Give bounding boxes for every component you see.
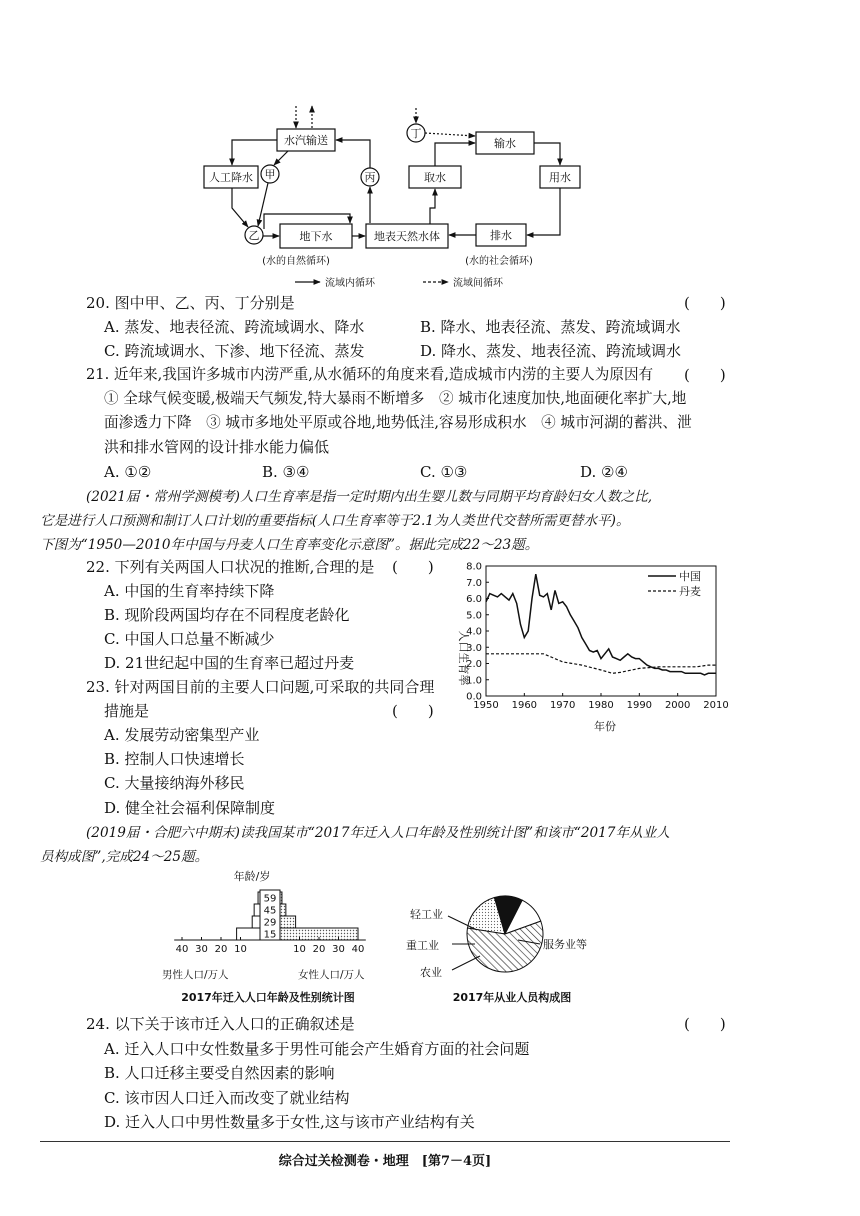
caption-natural: (水的自然循环) bbox=[262, 256, 330, 267]
pyr-age-title: 年龄/岁 bbox=[233, 870, 271, 883]
pie-label-agri: 农业 bbox=[420, 966, 442, 979]
q20-option-b[interactable]: B. 降水、地表径流、蒸发、跨流域调水 bbox=[420, 318, 681, 336]
pyr-age-label: 15 bbox=[263, 929, 277, 941]
label-intake: 取水 bbox=[424, 171, 446, 184]
pie-label-heavy: 重工业 bbox=[406, 939, 439, 952]
q24-option-c[interactable]: C. 该市因人口迁入而改变了就业结构 bbox=[104, 1089, 350, 1107]
fert-xlabel: 年份 bbox=[594, 720, 616, 733]
caption-social: (水的社会循环) bbox=[465, 256, 533, 267]
q21-line4: 洪和排水管网的设计排水能力偏低 bbox=[104, 438, 330, 456]
src24-line2: 员构成图”,完成24～25题。 bbox=[40, 849, 209, 865]
pyr-age-label: 45 bbox=[263, 905, 277, 917]
water-cycle-diagram bbox=[180, 96, 610, 292]
label-yi: 乙 bbox=[248, 229, 260, 242]
q24-option-d[interactable]: D. 迁入人口中男性数量多于女性,这与该市产业结构有关 bbox=[104, 1113, 475, 1131]
pyr-female-tick: 30 bbox=[332, 944, 345, 955]
q20-option-a[interactable]: A. 蒸发、地表径流、跨流域调水、降水 bbox=[104, 318, 365, 336]
pyr-age-label: 59 bbox=[263, 893, 277, 905]
migrant-pyramid-chart bbox=[160, 866, 390, 1016]
pyr-male-tick: 30 bbox=[195, 944, 208, 955]
q20-option-d[interactable]: D. 降水、蒸发、地表径流、跨流域调水 bbox=[420, 342, 682, 360]
q21-option-d[interactable]: D. ②④ bbox=[580, 463, 628, 481]
q21-line1: 21. 近年来,我国许多城市内涝严重,从水循环的角度来看,造成城市内涝的主要人为原因有 bbox=[86, 366, 654, 383]
q22-option-d[interactable]: D. 21世纪起中国的生育率已超过丹麦 bbox=[104, 654, 355, 672]
fert-xtick-label: 1950 bbox=[473, 700, 499, 711]
label-use: 用水 bbox=[549, 171, 571, 184]
q20-bracket: ( ) bbox=[684, 294, 726, 312]
fert-xtick-label: 2000 bbox=[664, 700, 691, 711]
fertility-line-chart bbox=[438, 558, 738, 738]
pyr-male-tick: 20 bbox=[214, 944, 228, 955]
label-surface: 地表天然水体 bbox=[374, 230, 440, 243]
pyr-female-label: 女性人口/万人 bbox=[298, 969, 365, 981]
legend-inner-label: 流域内循环 bbox=[325, 278, 375, 289]
pie-title: 2017年从业人员构成图 bbox=[452, 991, 572, 1004]
q21-option-a[interactable]: A. ①② bbox=[104, 463, 152, 481]
pyr-female-tick: 40 bbox=[351, 944, 365, 955]
q21-option-b[interactable]: B. ③④ bbox=[262, 463, 310, 481]
legend-inter-label: 流域间循环 bbox=[453, 278, 503, 289]
pyr-age-label: 29 bbox=[263, 917, 277, 929]
q22-option-a[interactable]: A. 中国的生育率持续下降 bbox=[104, 582, 275, 600]
pyr-male-tick: 40 bbox=[175, 944, 189, 955]
fert-ytick-label: 5.0 bbox=[466, 610, 482, 622]
series-denmark-line bbox=[486, 654, 716, 674]
q23-option-c[interactable]: C. 大量接纳海外移民 bbox=[104, 774, 245, 792]
q24-bracket: ( ) bbox=[684, 1015, 726, 1033]
label-ding: 丁 bbox=[410, 127, 422, 140]
q22-stem: 22. 下列有关两国人口状况的推断,合理的是 bbox=[86, 558, 375, 576]
legend-denmark-label: 丹麦 bbox=[679, 585, 701, 598]
label-bing: 丙 bbox=[364, 171, 376, 184]
page-footer: 综合过关检测卷・地理 [第7－4页] bbox=[278, 1154, 492, 1169]
pyr-male-bar bbox=[254, 904, 260, 916]
fert-ytick-label: 3.0 bbox=[466, 642, 482, 654]
label-jia: 甲 bbox=[264, 168, 276, 181]
footer-divider bbox=[40, 1141, 730, 1142]
fert-ylabel: 人口生育率 bbox=[457, 630, 470, 686]
q20-option-c[interactable]: C. 跨流域调水、下渗、地下径流、蒸发 bbox=[104, 342, 365, 360]
q21-bracket: ( ) bbox=[684, 366, 726, 384]
legend-china-label: 中国 bbox=[679, 570, 701, 583]
fert-ytick-label: 0.0 bbox=[466, 691, 482, 703]
q23-stem-line1: 23. 针对两国目前的主要人口问题,可采取的共同合理 bbox=[86, 678, 435, 696]
q21-option-c[interactable]: C. ①③ bbox=[420, 463, 468, 481]
q22-bracket: ( ) bbox=[392, 558, 434, 576]
fert-xtick-label: 1990 bbox=[626, 700, 653, 711]
src22-line1: (2021届・常州学测模考)人口生育率是指一定时期内出生婴儿数与同期平均育龄妇女人数之比, bbox=[86, 489, 653, 505]
q22-option-b[interactable]: B. 现阶段两国均存在不同程度老龄化 bbox=[104, 606, 350, 624]
q23-option-d[interactable]: D. 健全社会福利保障制度 bbox=[104, 799, 276, 817]
q23-stem-line2: 措施是 bbox=[104, 702, 150, 720]
q23-option-a[interactable]: A. 发展劳动密集型产业 bbox=[104, 726, 260, 744]
pie-label-light: 轻工业 bbox=[410, 908, 443, 921]
pyr-female-tick: 20 bbox=[312, 944, 326, 955]
q23-bracket: ( ) bbox=[392, 702, 434, 720]
q22-option-c[interactable]: C. 中国人口总量不断减少 bbox=[104, 630, 275, 648]
label-art-rain: 人工降水 bbox=[209, 171, 253, 184]
fert-ytick-label: 1.0 bbox=[466, 675, 482, 687]
pyr-female-bar bbox=[280, 916, 296, 928]
fert-xtick-label: 1980 bbox=[588, 700, 614, 711]
fert-ytick-label: 2.0 bbox=[466, 659, 482, 670]
fert-ytick-label: 8.0 bbox=[466, 561, 482, 573]
q20-stem: 20. 图中甲、乙、丙、丁分别是 bbox=[86, 294, 295, 312]
label-transport: 输水 bbox=[494, 137, 516, 150]
label-drain: 排水 bbox=[490, 229, 512, 242]
pyr-male-bar bbox=[252, 916, 260, 928]
fert-xtick-label: 1970 bbox=[549, 700, 576, 711]
pyr-title: 2017年迁入人口年龄及性别统计图 bbox=[181, 991, 355, 1004]
pie-label-service: 服务业等 bbox=[543, 938, 587, 951]
pyr-male-tick: 10 bbox=[234, 944, 247, 955]
src22-line3: 下图为“1950—2010年中国与丹麦人口生育率变化示意图”。据此完成22～23题。 bbox=[40, 537, 539, 553]
employment-pie-chart bbox=[400, 866, 650, 1016]
q24-stem: 24. 以下关于该市迁入人口的正确叙述是 bbox=[86, 1015, 355, 1033]
fert-ytick-label: 4.0 bbox=[466, 626, 482, 638]
q24-option-a[interactable]: A. 迁入人口中女性数量多于男性可能会产生婚育方面的社会问题 bbox=[104, 1040, 530, 1058]
fert-ytick-label: 6.0 bbox=[466, 594, 482, 605]
q23-option-b[interactable]: B. 控制人口快速增长 bbox=[104, 750, 245, 768]
fert-xtick-label: 2010 bbox=[703, 700, 729, 711]
label-groundwater: 地下水 bbox=[299, 230, 333, 243]
q24-option-b[interactable]: B. 人口迁移主要受自然因素的影响 bbox=[104, 1064, 335, 1082]
fert-xtick-label: 1960 bbox=[511, 700, 538, 711]
src24-line1: (2019届・合肥六中期末)读我国某市“2017年迁入人口年龄及性别统计图”和该市“2017年从业人 bbox=[86, 825, 670, 841]
src22-line2: 它是进行人口预测和制订人口计划的重要指标(人口生育率等于2.1为人类世代交替所需更替水平)。 bbox=[40, 513, 630, 529]
fert-ytick-label: 7.0 bbox=[466, 577, 482, 589]
pyr-female-bar bbox=[280, 904, 286, 916]
label-vapor: 水汽输送 bbox=[284, 134, 328, 147]
pyr-male-label: 男性人口/万人 bbox=[162, 969, 229, 981]
q21-line2: ① 全球气候变暖,极端天气频发,特大暴雨不断增多 ② 城市化速度加快,地面硬化率扩大,地 bbox=[104, 390, 687, 407]
q21-line3: 面渗透力下降 ③ 城市多地处平原或谷地,地势低洼,容易形成积水 ④ 城市河湖的蓄洪、泄 bbox=[104, 414, 692, 431]
pyr-female-tick: 10 bbox=[293, 944, 306, 955]
